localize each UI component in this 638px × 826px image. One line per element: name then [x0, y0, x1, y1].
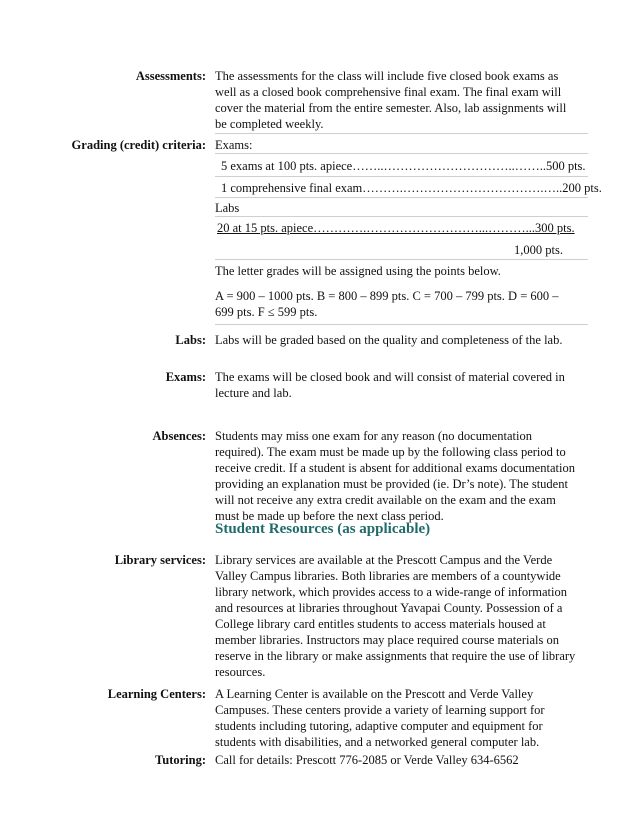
library-line: reserve in the library or make assignments that require the use of library [215, 649, 576, 663]
absences-line: will not receive any extra credit available on the exam and the exam [215, 493, 556, 507]
absences-line: Students may miss one exam for any reason (no documentation [215, 429, 532, 443]
library-line: Valley Campus libraries. Both libraries are members of a countywide [215, 569, 561, 583]
assessments-label: Assessments: [135, 69, 206, 83]
library-line: College library card entitles students to access materials housed at [215, 617, 546, 631]
student-resources-heading: Student Resources (as applicable) [215, 521, 431, 537]
exam-item-1: 5 exams at 100 pts. apiece……..…………………………..……..500 pts. [221, 159, 586, 173]
absences-line: required). The exam must be made up by the following class period to [215, 445, 566, 459]
library-line: library network, which provides access to a wide-range of information [215, 585, 567, 599]
library-line: resources. [215, 665, 266, 679]
labs-text: Labs will be graded based on the quality and completeness of the lab. [215, 333, 563, 347]
assessments-line: The assessments for the class will include five closed book exams as [215, 69, 559, 83]
learning-line: students including tutoring, adaptive computer and equipment for [215, 719, 543, 733]
tutoring-text: Call for details: Prescott 776-2085 or Verde Valley 634-6562 [215, 753, 519, 767]
absences-text [215, 428, 588, 524]
learning-centers-label: Learning Centers: [107, 687, 206, 701]
absences-line: providing an explanation must be provided (ie. Dr’s note). The student [215, 477, 568, 491]
divider [215, 216, 588, 217]
grade-scale-line: A = 900 – 1000 pts. B = 800 – 899 pts. C = 700 – 799 pts. D = 600 – [215, 289, 559, 303]
library-label: Library services: [114, 553, 206, 567]
assessments-text [215, 68, 588, 132]
exams-line: lecture and lab. [215, 386, 292, 400]
library-text [215, 552, 588, 680]
grade-scale-line: 699 pts. F ≤ 599 pts. [215, 305, 318, 319]
points-total: 1,000 pts. [514, 243, 563, 257]
divider [215, 324, 588, 325]
divider [215, 153, 588, 154]
absences-label: Absences: [152, 429, 206, 443]
divider [215, 133, 588, 134]
lab-item: 20 at 15 pts. apiece………….………………………...………...300 pts. [217, 221, 575, 235]
exams-label: Exams: [165, 370, 206, 384]
learning-line: A Learning Center is available on the Prescott and Verde Valley [215, 687, 534, 701]
library-line: Library services are available at the Prescott Campus and the Verde [215, 553, 553, 567]
labs-heading: Labs [215, 201, 240, 215]
grade-scale [215, 288, 588, 320]
divider [215, 259, 588, 260]
assessments-line: be completed weekly. [215, 117, 324, 131]
library-line: and resources at libraries throughout Yavapai County. Possession of a [215, 601, 563, 615]
exams-line: The exams will be closed book and will consist of material covered in [215, 370, 565, 384]
grading-label: Grading (credit) criteria: [71, 138, 206, 152]
exams-text [215, 369, 588, 401]
absences-line: must be made up before the next class period. [215, 509, 444, 523]
divider [215, 176, 588, 177]
assessments-line: well as a closed book comprehensive final exam. The final exam will [215, 85, 562, 99]
exam-item-2: 1 comprehensive final exam……….…………………………….…..200 pts. [221, 181, 602, 195]
learning-line: Campuses. These centers provide a variety of learning support for [215, 703, 545, 717]
labs-label: Labs: [175, 333, 206, 347]
tutoring-label: Tutoring: [155, 753, 206, 767]
learning-centers-text [215, 686, 588, 750]
exams-heading: Exams: [215, 138, 253, 152]
assessments-line: cover the material from the entire semester. Also, lab assignments will [215, 101, 567, 115]
absences-line: receive credit. If a student is absent for additional exams documentation [215, 461, 575, 475]
letter-grade-intro: The letter grades will be assigned using the points below. [215, 264, 501, 278]
divider [215, 197, 588, 198]
learning-line: students with disabilities, and a networked general computer lab. [215, 735, 540, 749]
library-line: member libraries. Instructors may place required course materials on [215, 633, 559, 647]
